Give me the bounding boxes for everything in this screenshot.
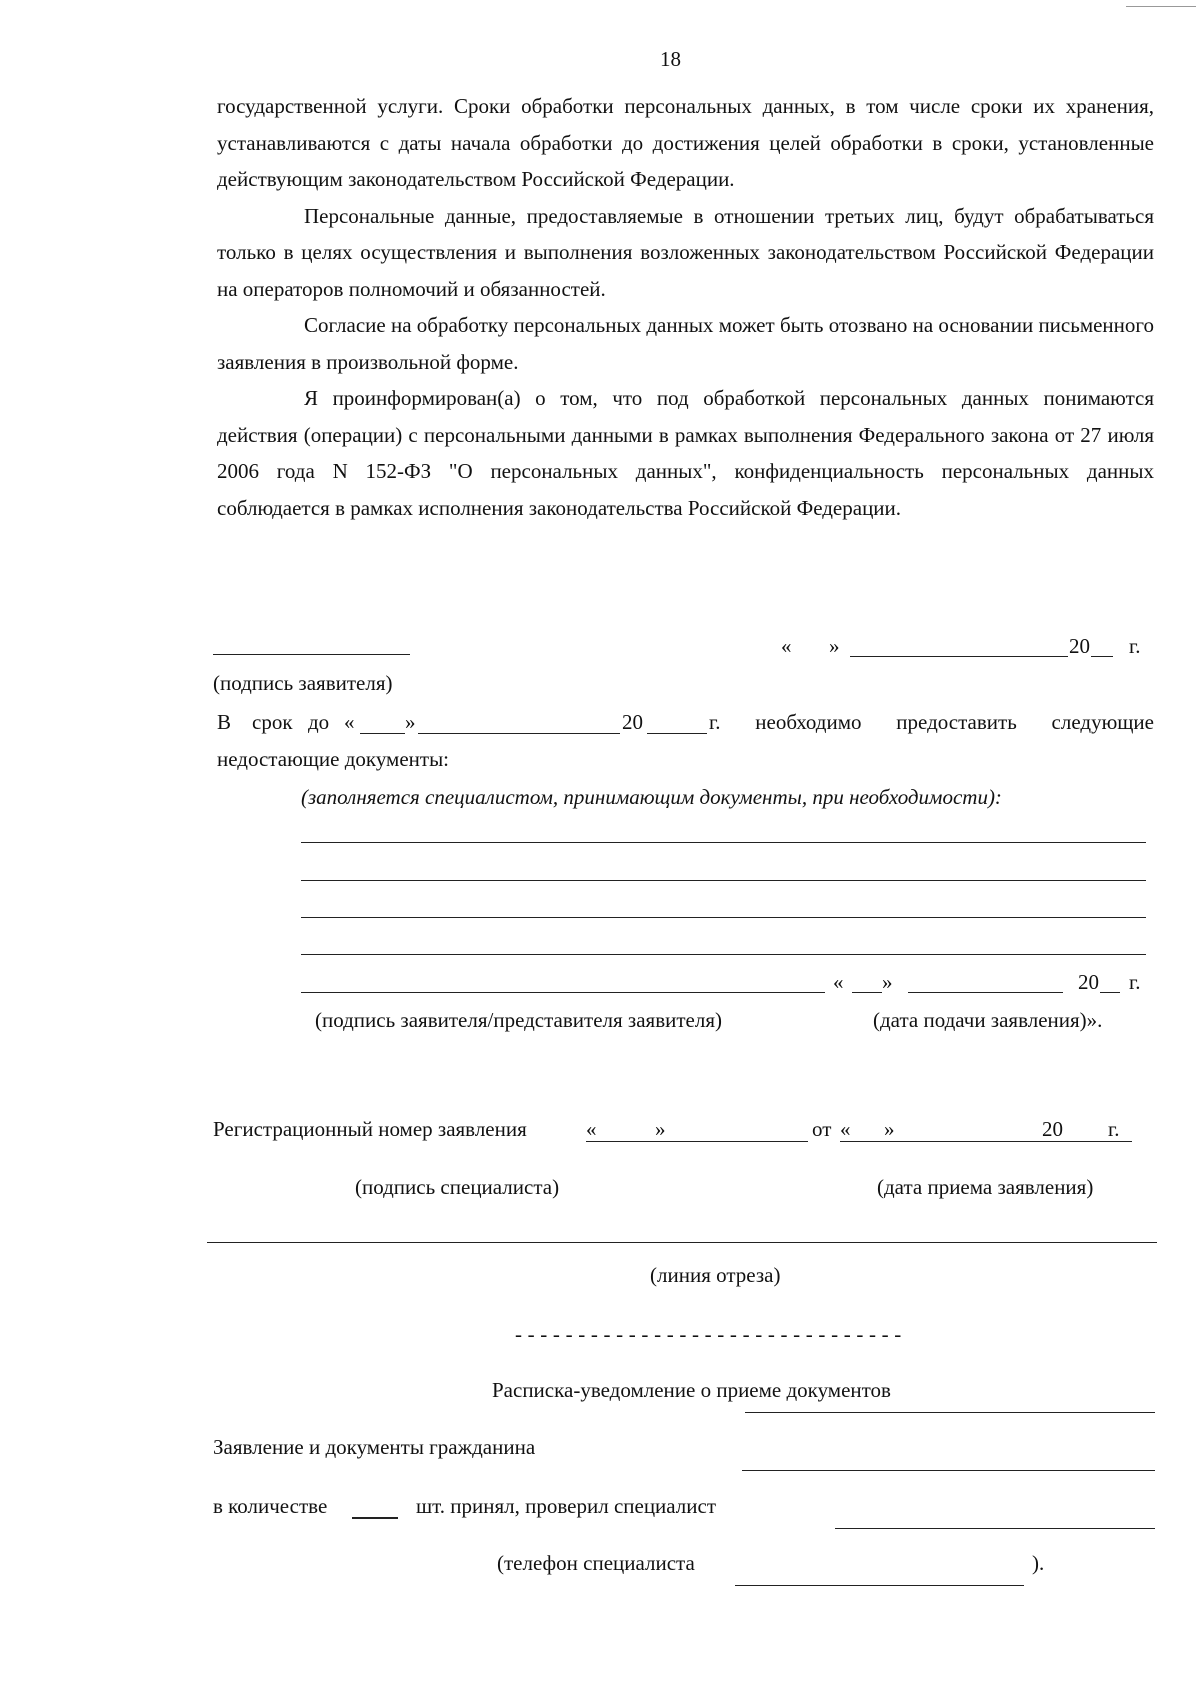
deadline-rest: г. необходимо предоставить следующие xyxy=(709,710,1154,734)
registration-close-quote: » xyxy=(655,1117,666,1141)
deadline-word-2: срок xyxy=(252,710,293,734)
document-line-4[interactable] xyxy=(301,954,1146,955)
document-line-2[interactable] xyxy=(301,880,1146,881)
submission-open-quote: « xyxy=(833,970,844,994)
phone-line[interactable] xyxy=(735,1585,1024,1586)
deadline-close-quote: » xyxy=(405,710,416,734)
paragraph-2: Персональные данные, предоставляемые в отношении третьих лиц, будут обрабатываться только в целях осуществления и выполнения возложенных законодательством Российской Федерации на операторов полномочий и обязанностей. xyxy=(217,203,1154,301)
representative-signature-line[interactable] xyxy=(301,992,825,993)
count-line[interactable] xyxy=(352,1517,398,1519)
date-month-line[interactable] xyxy=(850,656,1068,657)
date-year-line[interactable] xyxy=(1091,656,1113,657)
date-close-quote: » xyxy=(829,634,840,658)
deadline-line-2: недостающие документы: xyxy=(217,747,450,771)
registration-open-quote: « xyxy=(586,1117,597,1141)
deadline-year-prefix: 20 xyxy=(622,710,643,734)
submission-date-label: (дата подачи заявления)». xyxy=(873,1008,1103,1032)
submission-year-line[interactable] xyxy=(1100,992,1120,993)
registration-year-suffix: г. xyxy=(1108,1117,1120,1141)
page-number: 18 xyxy=(660,47,681,71)
date-year-suffix: г. xyxy=(1129,634,1141,658)
receipt-line-1: Заявление и документы гражданина xyxy=(213,1435,536,1459)
receipt-title: Расписка-уведомление о приеме документов xyxy=(492,1378,891,1402)
cut-line-label: (линия отреза) xyxy=(650,1263,781,1287)
citizen-name-line[interactable] xyxy=(742,1470,1155,1471)
submission-close-quote: » xyxy=(882,970,893,994)
deadline-year-line[interactable] xyxy=(647,733,707,734)
cut-line xyxy=(207,1242,1157,1243)
date-year-prefix: 20 xyxy=(1069,634,1090,658)
specialist-signature-label: (подпись специалиста) xyxy=(355,1175,560,1199)
submission-day-line[interactable] xyxy=(852,992,882,993)
deadline-word-3: до xyxy=(308,710,330,734)
deadline-word-1: В xyxy=(217,710,232,734)
paragraph-3: Согласие на обработку персональных данных может быть отозвано на основании письменного заявления в произвольной форме. xyxy=(217,313,1154,374)
applicant-signature-label: (подпись заявителя) xyxy=(213,671,393,695)
submission-month-line[interactable] xyxy=(908,992,1063,993)
registration-date-line[interactable] xyxy=(840,1141,1132,1142)
phone-close: ). xyxy=(1032,1551,1045,1575)
submission-year-prefix: 20 xyxy=(1078,970,1099,994)
registration-from: от xyxy=(812,1117,832,1141)
registration-label: Регистрационный номер заявления xyxy=(213,1117,527,1141)
acceptance-date-label: (дата приема заявления) xyxy=(877,1175,1094,1199)
corner-mark xyxy=(1126,6,1196,7)
paragraph-1: государственной услуги. Сроки обработки персональных данных, в том числе сроки их хранения, устанавливаются с даты начала обработки до достижения целей обработки в сроки, установленные действующим законодательством Российской Федерации. xyxy=(217,94,1154,191)
document-line-1[interactable] xyxy=(301,842,1146,843)
receipt-title-line[interactable] xyxy=(745,1412,1155,1413)
registration-open-quote-2: « xyxy=(840,1117,851,1141)
date-open-quote: « xyxy=(781,634,792,658)
registration-number-line[interactable] xyxy=(586,1141,808,1142)
phone-label: (телефон специалиста xyxy=(497,1551,695,1575)
consent-body xyxy=(217,88,1154,526)
dashed-separator: - - - - - - - - - - - - - - - - - - - - - - - - - - - - - - - xyxy=(515,1322,902,1346)
paragraph-4: Я проинформирован(а) о том, что под обработкой персональных данных понимаются действия (операции) с персональными данными в рамках выполнения Федерального закона от 27 июля 2006 года N 152-ФЗ "О персональных данных", конфиденциальность персональных данных соблюдается в рамках исполнения законодательства Российской Федерации. xyxy=(217,386,1154,520)
registration-close-quote-2: » xyxy=(884,1117,895,1141)
deadline-day-line[interactable] xyxy=(360,733,405,734)
document-line-3[interactable] xyxy=(301,917,1146,918)
applicant-signature-line[interactable] xyxy=(213,654,410,655)
deadline-note: (заполняется специалистом, принимающим документы, при необходимости): xyxy=(301,785,1002,809)
count-suffix: шт. принял, проверил специалист xyxy=(416,1494,717,1518)
specialist-name-line[interactable] xyxy=(835,1528,1155,1529)
deadline-open-quote: « xyxy=(344,710,355,734)
registration-year-prefix: 20 xyxy=(1042,1117,1063,1141)
submission-year-suffix: г. xyxy=(1129,970,1141,994)
representative-signature-label: (подпись заявителя/представителя заявителя) xyxy=(315,1008,722,1032)
count-prefix: в количестве xyxy=(213,1494,328,1518)
deadline-month-line[interactable] xyxy=(418,733,620,734)
